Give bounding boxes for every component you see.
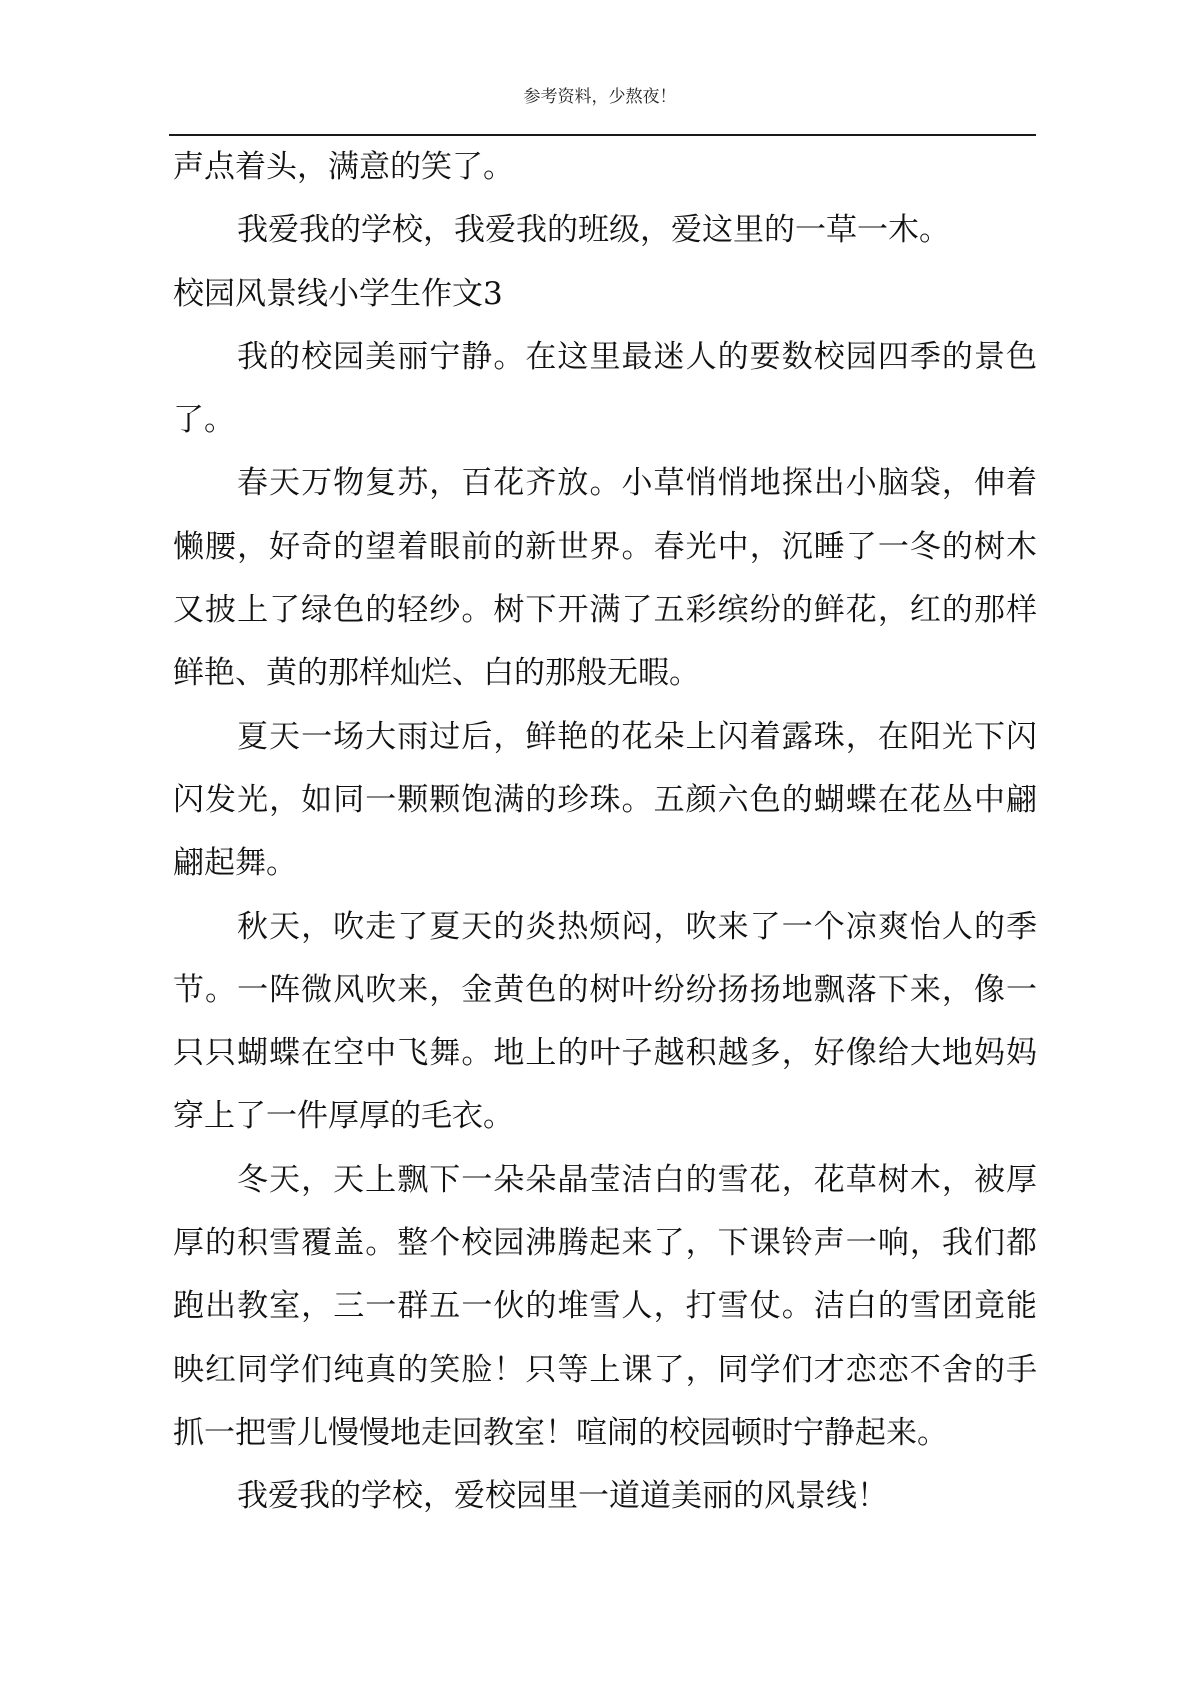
document-body bbox=[173, 136, 1037, 1529]
paragraph-line: 我爱我的学校，我爱我的班级，爱这里的一草一木。 bbox=[237, 212, 950, 249]
paragraph-line: 跑出教室，三一群五一伙的堆雪人，打雪仗。洁白的雪团竟能 bbox=[173, 1288, 1037, 1325]
paragraph bbox=[173, 896, 1037, 1149]
paragraph-line: 翩起舞。 bbox=[173, 845, 297, 882]
paragraph-line: 我的校园美丽宁静。在这里最迷人的要数校园四季的景色 bbox=[237, 338, 1037, 375]
paragraph bbox=[173, 1149, 1037, 1465]
paragraph-line: 冬天，天上飘下一朵朵晶莹洁白的雪花，花草树木，被厚 bbox=[237, 1161, 1037, 1198]
paragraph-line: 声点着头，满意的笑了。 bbox=[173, 149, 514, 185]
paragraph-line: 春天万物复苏，百花齐放。小草悄悄地探出小脑袋，伸着 bbox=[237, 465, 1037, 502]
page-header: 参考资料，少熬夜！ bbox=[523, 87, 677, 107]
paragraph-line: 抓一把雪儿慢慢地走回教室！喧闹的校园顿时宁静起来。 bbox=[173, 1414, 948, 1451]
paragraph bbox=[173, 706, 1037, 896]
paragraph bbox=[173, 326, 1037, 453]
paragraph-line: 了。 bbox=[173, 402, 235, 439]
paragraph-line: 厚的积雪覆盖。整个校园沸腾起来了，下课铃声一响，我们都 bbox=[173, 1225, 1037, 1262]
paragraph-line: 闪发光，如同一颗颗饱满的珍珠。五颜六色的蝴蝶在花丛中翩 bbox=[173, 781, 1037, 818]
paragraph-line: 只只蝴蝶在空中飞舞。地上的叶子越积越多，好像给大地妈妈 bbox=[173, 1035, 1037, 1072]
paragraph-line: 我爱我的学校，爱校园里一道道美丽的风景线！ bbox=[237, 1478, 888, 1515]
paragraph-line: 懒腰，好奇的望着眼前的新世界。春光中，沉睡了一冬的树木 bbox=[173, 528, 1037, 565]
paragraph bbox=[173, 452, 1037, 705]
paragraph-line: 穿上了一件厚厚的毛衣。 bbox=[173, 1098, 514, 1135]
paragraph-line: 节。一阵微风吹来，金黄色的树叶纷纷扬扬地飘落下来，像一 bbox=[173, 971, 1037, 1008]
paragraph-line: 映红同学们纯真的笑脸！只等上课了，同学们才恋恋不舍的手 bbox=[173, 1351, 1037, 1388]
paragraph-line: 夏天一场大雨过后，鲜艳的花朵上闪着露珠，在阳光下闪 bbox=[237, 718, 1037, 755]
paragraph-line: 秋天，吹走了夏天的炎热烦闷，吹来了一个凉爽怡人的季 bbox=[237, 908, 1037, 945]
paragraph bbox=[173, 136, 1037, 199]
paragraph-line: 鲜艳、黄的那样灿烂、白的那般无暇。 bbox=[173, 655, 700, 692]
paragraph bbox=[173, 1465, 1037, 1528]
paragraph bbox=[173, 199, 1037, 262]
paragraph-line: 又披上了绿色的轻纱。树下开满了五彩缤纷的鲜花，红的那样 bbox=[173, 592, 1037, 629]
essay-title: 校园风景线小学生作文3 bbox=[173, 275, 503, 312]
